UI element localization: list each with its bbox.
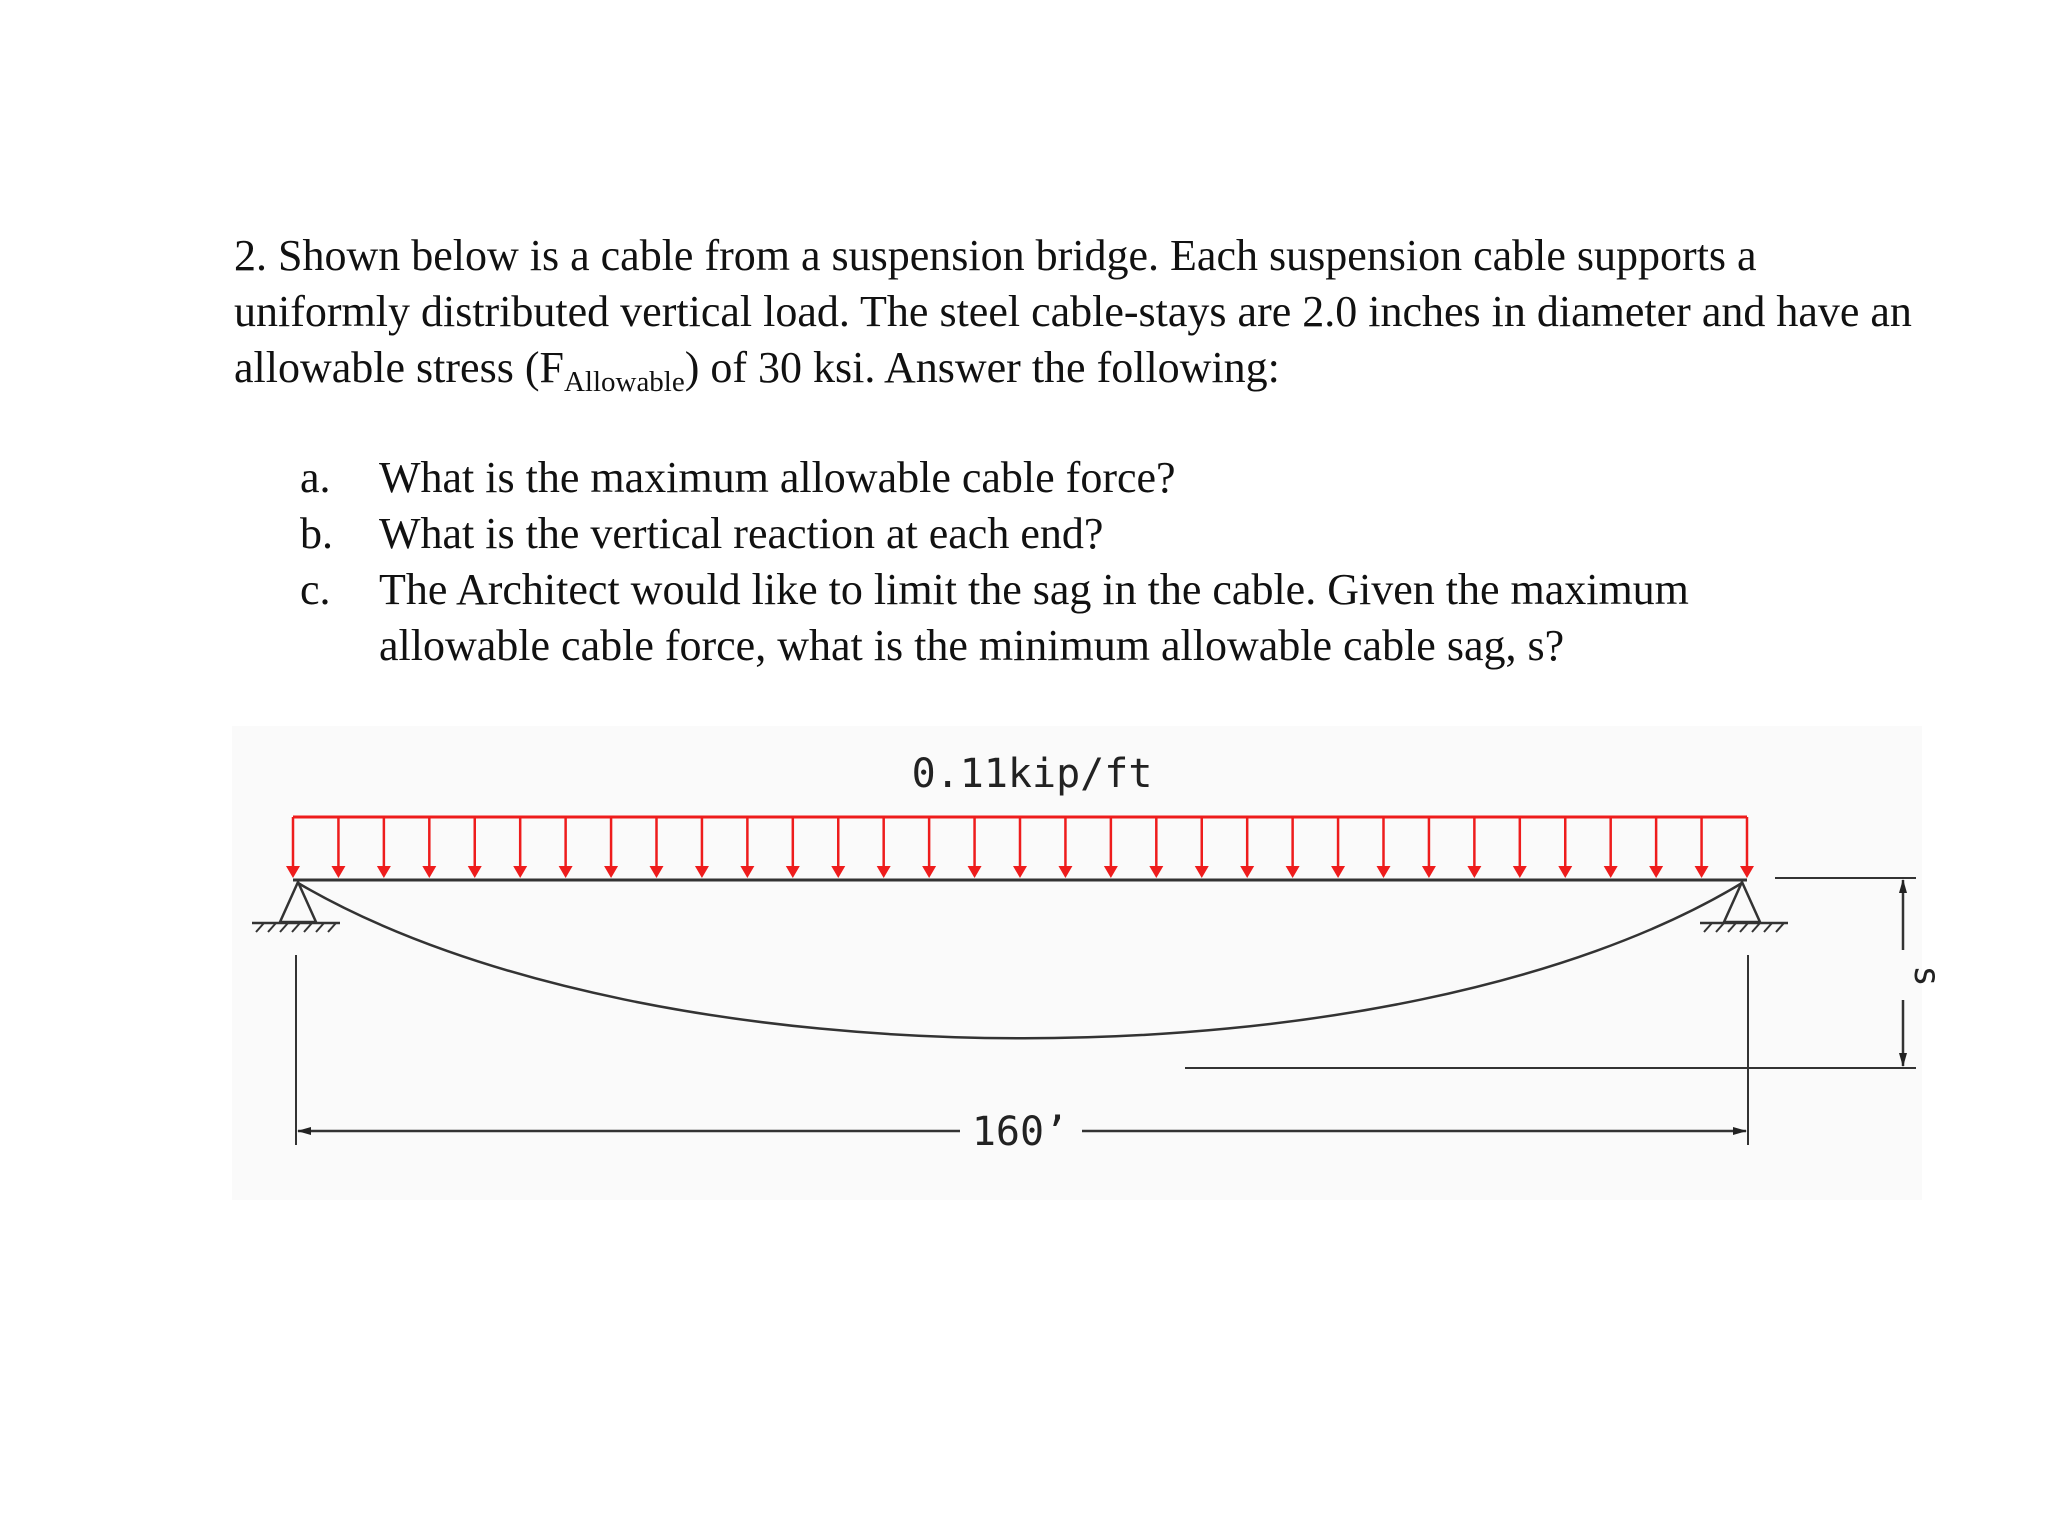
load-arrow-head bbox=[1149, 866, 1163, 878]
left-pin-support bbox=[252, 882, 340, 932]
question-letter: c. bbox=[300, 565, 331, 614]
load-arrow-head bbox=[559, 866, 573, 878]
load-arrow-head bbox=[740, 866, 754, 878]
allowable-subscript: Allowable bbox=[563, 366, 685, 398]
sag-label: s bbox=[1906, 965, 1947, 987]
span-label: 160’ bbox=[971, 1109, 1069, 1155]
load-arrow-head bbox=[1331, 866, 1345, 878]
load-arrow-head bbox=[604, 866, 618, 878]
load-arrow-head bbox=[286, 866, 300, 878]
load-arrow-head bbox=[377, 866, 391, 878]
cable-curve bbox=[298, 883, 1742, 1038]
load-arrow-head bbox=[1104, 866, 1118, 878]
load-arrow-head bbox=[786, 866, 800, 878]
load-arrow-head bbox=[1467, 866, 1481, 878]
problem-intro-end: ) of 30 ksi. Answer the following: bbox=[684, 343, 1280, 392]
load-arrow-head bbox=[1013, 866, 1027, 878]
load-arrow-head bbox=[1695, 866, 1709, 878]
load-arrow-head bbox=[1604, 866, 1618, 878]
question-letter: a. bbox=[300, 453, 331, 502]
load-label: 0.11kip/ft bbox=[911, 751, 1153, 797]
problem-intro: 2. Shown below is a cable from a suspension bridge. Each suspension cable supports a uniformly distributed vertical load. The steel cable-stays are 2.0 inches in diameter and have an allowable stress (F bbox=[234, 231, 1912, 392]
load-arrow-head bbox=[922, 866, 936, 878]
distributed-load bbox=[286, 817, 1754, 878]
load-arrow-head bbox=[1558, 866, 1572, 878]
load-arrow-head bbox=[1740, 866, 1754, 878]
load-arrow-head bbox=[968, 866, 982, 878]
load-arrow-head bbox=[1513, 866, 1527, 878]
load-arrow-head bbox=[1422, 866, 1436, 878]
load-arrow-head bbox=[1240, 866, 1254, 878]
load-arrow-head bbox=[468, 866, 482, 878]
question-text: What is the maximum allowable cable force? bbox=[379, 453, 1176, 502]
load-arrow-head bbox=[877, 866, 891, 878]
load-arrow-head bbox=[331, 866, 345, 878]
load-arrow-head bbox=[422, 866, 436, 878]
load-arrow-head bbox=[831, 866, 845, 878]
load-arrow-head bbox=[1377, 866, 1391, 878]
right-pin-support bbox=[1700, 882, 1788, 932]
load-arrow-head bbox=[1058, 866, 1072, 878]
question-letter: b. bbox=[300, 509, 333, 558]
load-arrow-head bbox=[1195, 866, 1209, 878]
load-arrow-head bbox=[1649, 866, 1663, 878]
load-arrow-head bbox=[695, 866, 709, 878]
load-arrow-head bbox=[513, 866, 527, 878]
question-text: What is the vertical reaction at each end? bbox=[379, 509, 1104, 558]
load-arrow-head bbox=[650, 866, 664, 878]
question-text: The Architect would like to limit the sag in the cable. Given the maximum allowable cable force, what is the minimum allowable cable sag, s? bbox=[379, 565, 1689, 670]
load-arrow-head bbox=[1286, 866, 1300, 878]
